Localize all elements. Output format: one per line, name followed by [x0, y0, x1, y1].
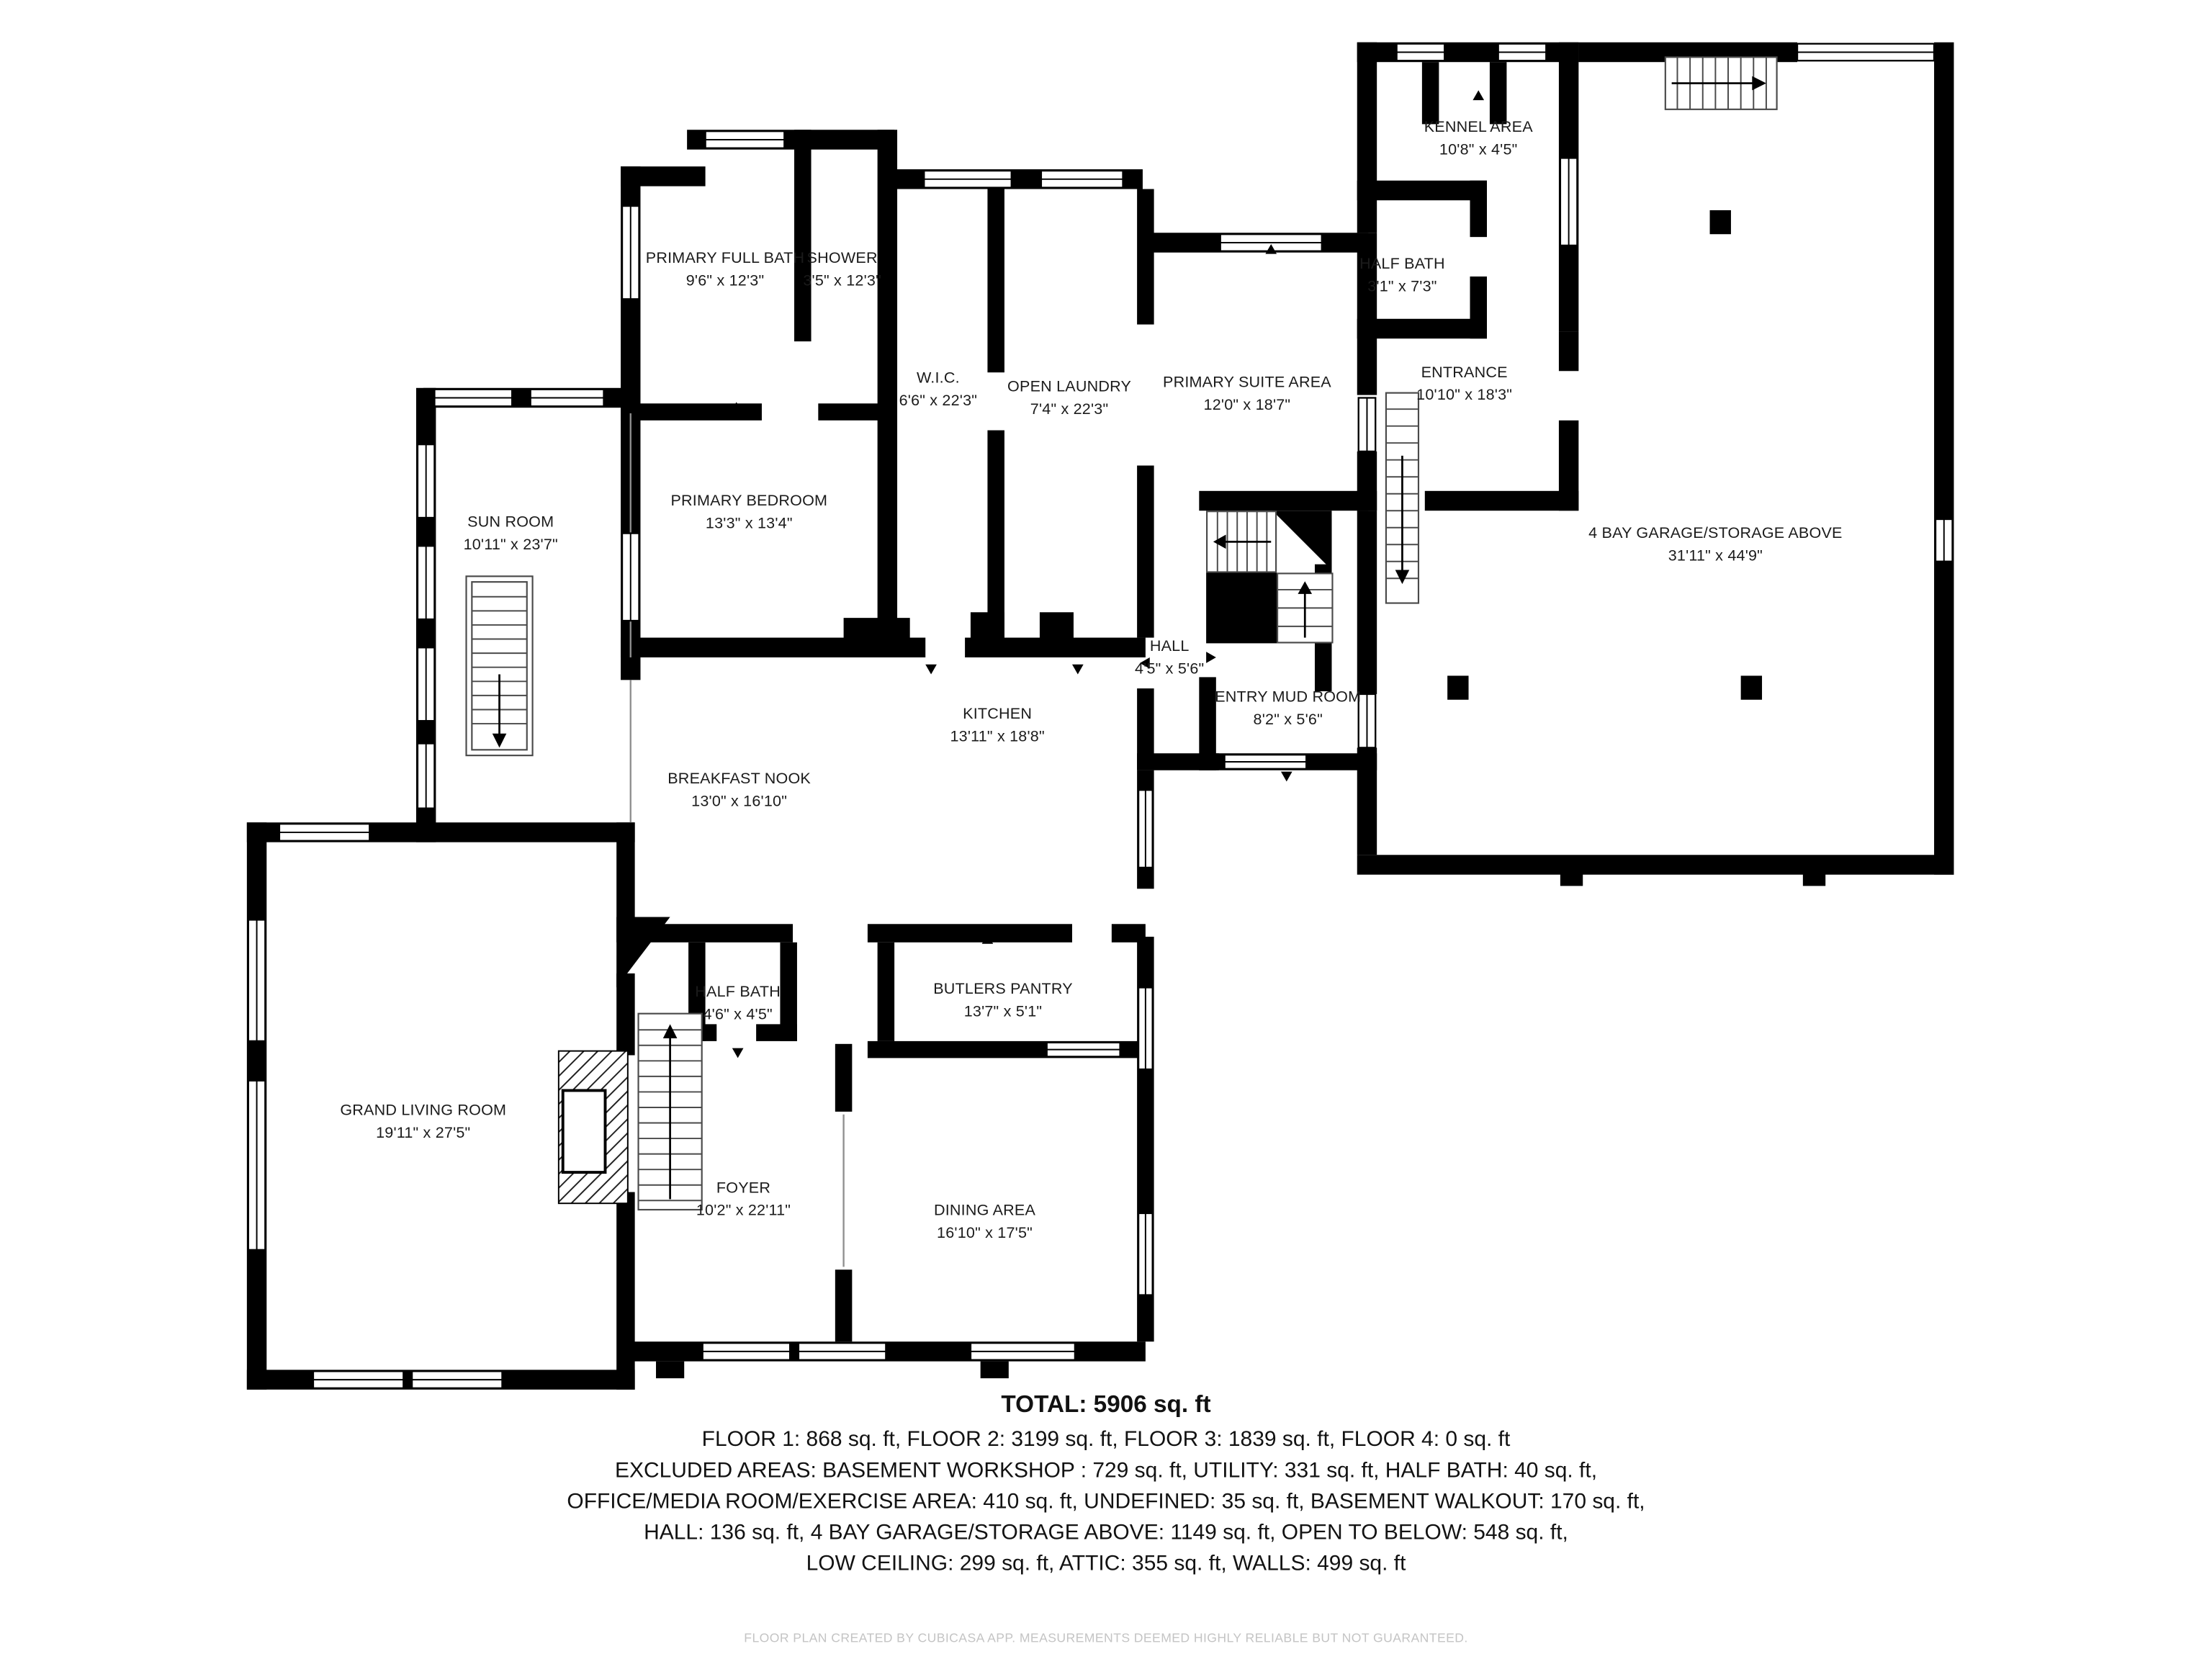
area-summary [0, 1391, 2212, 1581]
room-name: BREAKFAST NOOK [667, 770, 811, 788]
excluded-areas-line-1: EXCLUDED AREAS: BASEMENT WORKSHOP : 729 sq. ft, UTILITY: 331 sq. ft, HALF BATH: 40 sq. ft, [614, 1458, 1598, 1483]
room-name: W.I.C. [916, 370, 960, 387]
room-label-primary-suite-area [1163, 373, 1331, 417]
room-dims: 4'5" x 5'6" [1134, 660, 1205, 678]
room-label-primary-full-bath [646, 249, 805, 293]
room-dims: 13'0" x 16'10" [691, 793, 788, 810]
room-name: PRIMARY BEDROOM [670, 493, 828, 511]
room-label-wic [899, 369, 978, 413]
room-label-entrance [1416, 363, 1512, 407]
room-label-foyer [696, 1179, 791, 1223]
room-label-entry-mud-room [1215, 688, 1361, 732]
room-label-kennel-area [1424, 117, 1533, 161]
room-name: GRAND LIVING ROOM [340, 1102, 507, 1120]
room-name: ENTRY MUD ROOM [1215, 688, 1362, 706]
room-dims: 13'7" x 5'1" [963, 1002, 1043, 1020]
room-label-half-bath-upper [1359, 254, 1445, 298]
room-label-dining-area [934, 1201, 1035, 1245]
garage-posts [1447, 210, 1762, 700]
room-dims: 8'2" x 5'6" [1253, 711, 1323, 728]
disclaimer-text: FLOOR PLAN CREATED BY CUBICASA APP. MEASUREMENTS DEEMED HIGHLY RELIABLE BUT NOT GUARANTEED. [744, 1630, 1468, 1645]
room-label-half-bath-lower [695, 982, 781, 1026]
room-label-hall [1135, 637, 1204, 680]
room-name: FOYER [716, 1179, 771, 1197]
total-area: TOTAL: 5906 sq. ft [1001, 1390, 1211, 1418]
room-dims: 31'11" x 44'9" [1668, 547, 1763, 565]
room-name: OPEN LAUNDRY [1007, 378, 1132, 396]
floors-area-line: FLOOR 1: 868 sq. ft, FLOOR 2: 3199 sq. ft, FLOOR 3: 1839 sq. ft, FLOOR 4: 0 sq. ft [701, 1427, 1511, 1452]
room-dims: 10'2" x 22'11" [696, 1202, 791, 1219]
room-dims: 16'10" x 17'5" [937, 1224, 1033, 1242]
room-name: ENTRANCE [1421, 364, 1508, 382]
room-name: SUN ROOM [467, 513, 554, 531]
room-label-breakfast-nook [667, 770, 811, 814]
room-name: SHOWER [806, 250, 878, 268]
room-dims: 3'5" x 12'3" [803, 272, 881, 289]
room-dims: 9'6" x 12'3" [685, 272, 765, 289]
excluded-areas-line-4: LOW CEILING: 299 sq. ft, ATTIC: 355 sq. ft, WALLS: 499 sq. ft [806, 1552, 1406, 1576]
room-name: KENNEL AREA [1424, 119, 1533, 136]
room-dims: 10'8" x 4'5" [1439, 140, 1518, 158]
room-dims: 12'0" x 18'7" [1203, 396, 1291, 414]
room-dims: 3'1" x 7'3" [1367, 277, 1437, 295]
room-dims: 4'6" x 4'5" [703, 1005, 773, 1023]
room-name: PRIMARY FULL BATH [645, 250, 805, 268]
room-label-open-laundry [1007, 377, 1131, 421]
room-dims: 7'4" x 22'3" [1030, 400, 1109, 418]
room-name: HALF BATH [695, 984, 781, 1001]
foyer-staircase [639, 1014, 702, 1210]
room-name: DINING AREA [933, 1202, 1036, 1220]
room-label-primary-bedroom [670, 492, 827, 536]
room-label-shower [803, 249, 881, 293]
room-dims: 13'11" x 18'8" [950, 727, 1045, 745]
room-name: BUTLERS PANTRY [933, 981, 1073, 998]
room-label-sun-room [464, 513, 558, 557]
excluded-areas-line-3: HALL: 136 sq. ft, 4 BAY GARAGE/STORAGE ABOVE: 1149 sq. ft, OPEN TO BELOW: 548 sq. ft, [644, 1521, 1568, 1545]
room-name: PRIMARY SUITE AREA [1162, 374, 1331, 392]
room-dims: 6'6" x 22'3" [899, 392, 978, 410]
room-label-grand-living-room [340, 1101, 506, 1145]
room-name: HALF BATH [1359, 256, 1445, 273]
fireplace [559, 1051, 628, 1204]
garage-staircase [1665, 57, 1777, 109]
room-dims: 10'10" x 18'3" [1416, 386, 1513, 404]
room-label-garage [1588, 524, 1842, 568]
room-label-kitchen [950, 704, 1044, 748]
room-name: HALL [1149, 638, 1190, 655]
excluded-areas-line-2: OFFICE/MEDIA ROOM/EXERCISE AREA: 410 sq. ft, UNDEFINED: 35 sq. ft, BASEMENT WALKOUT: 170 sq. ft, [567, 1489, 1645, 1514]
room-dims: 13'3" x 13'4" [705, 515, 793, 532]
room-name: 4 BAY GARAGE/STORAGE ABOVE [1588, 525, 1843, 543]
room-dims: 10'11" x 23'7" [463, 536, 558, 554]
room-label-butlers-pantry [933, 979, 1073, 1023]
sun-room-staircase [467, 576, 533, 755]
room-dims: 19'11" x 27'5" [376, 1124, 471, 1141]
entrance-staircase [1386, 393, 1419, 603]
room-name: KITCHEN [963, 706, 1033, 723]
